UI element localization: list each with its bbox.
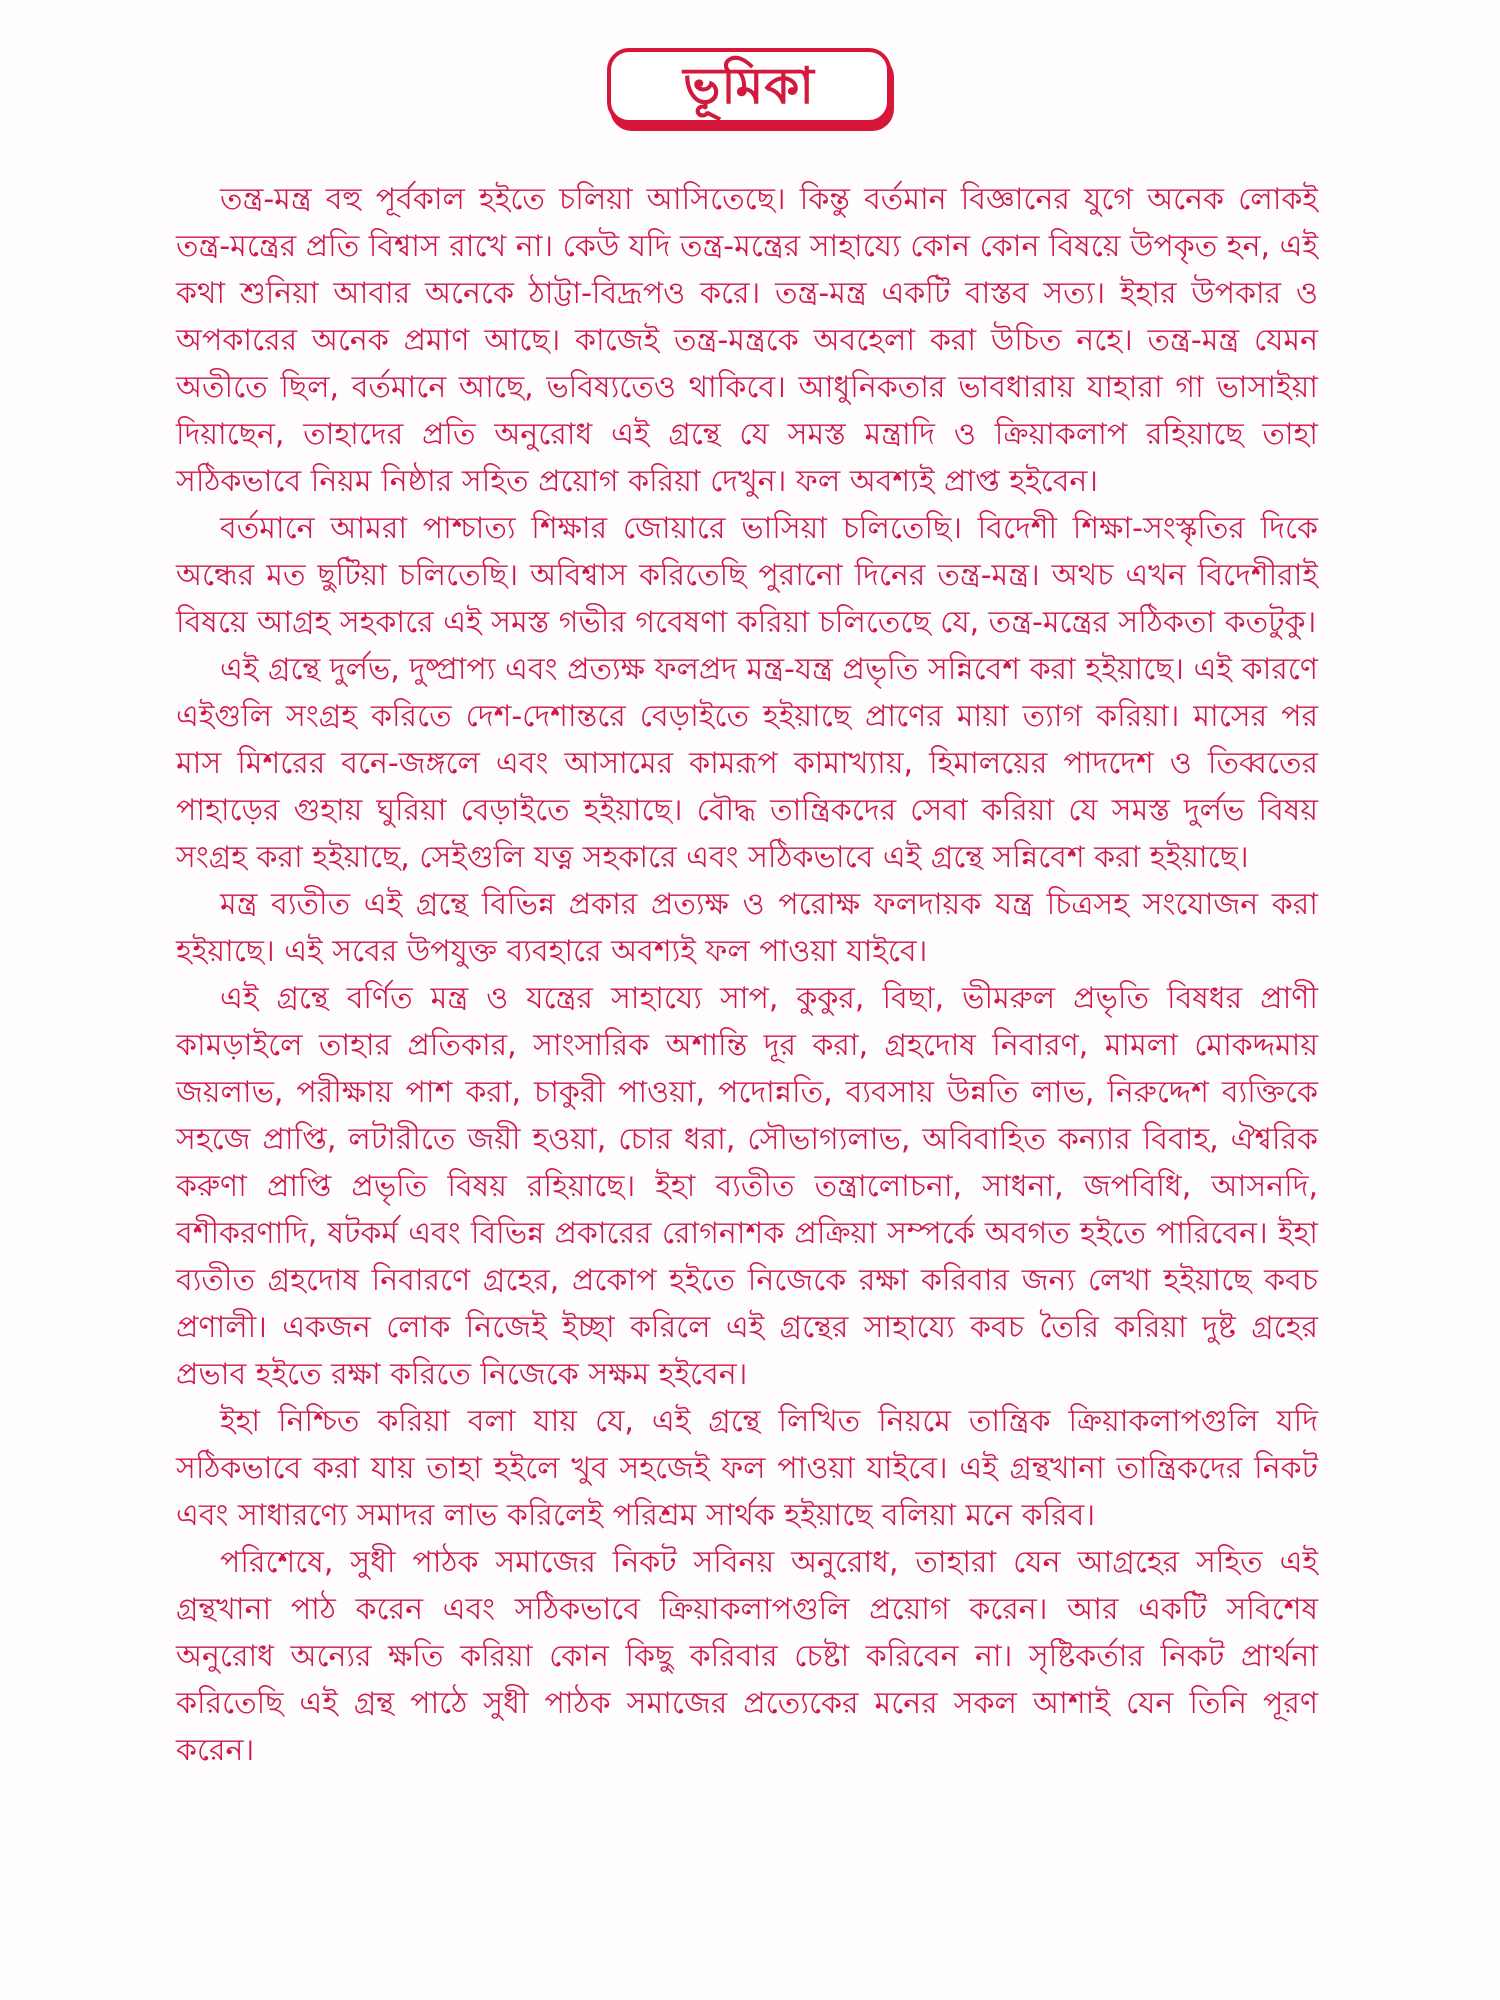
title-frame bbox=[607, 48, 891, 124]
paragraph: এই গ্রন্থে দুর্লভ, দুষ্প্রাপ্য এবং প্রত্যক্ষ ফলপ্রদ মন্ত্র-যন্ত্র প্রভৃতি সন্নিবেশ করা হইয়াছে। এই কারণে এইগুলি সংগ্রহ করিতে দেশ-দেশান্তরে বেড়াইতে হইয়াছে প্রাণের মায়া ত্যাগ করিয়া। মাসের পর মাস মিশরের বনে-জঙ্গলে এবং আসামের কামরূপ কামাখ্যায়, হিমালয়ের পাদদেশ ও তিব্বতের পাহাড়ের গুহায় ঘুরিয়া বেড়াইতে হইয়াছে। বৌদ্ধ তান্ত্রিকদের সেবা করিয়া যে সমস্ত দুর্লভ বিষয় সংগ্রহ করা হইয়াছে, সেইগুলি যত্ন সহকারে এবং সঠিকভাবে এই গ্রন্থে সন্নিবেশ করা হইয়াছে। bbox=[176, 652, 1318, 875]
page-title: ভূমিকা bbox=[683, 57, 815, 115]
preface-body bbox=[176, 176, 1318, 1774]
paragraph: বর্তমানে আমরা পাশ্চাত্য শিক্ষার জোয়ারে ভাসিয়া চলিতেছি। বিদেশী শিক্ষা-সংস্কৃতির দিকে অন্ধের মত ছুটিয়া চলিতেছি। অবিশ্বাস করিতেছি পুরানো দিনের তন্ত্র-মন্ত্র। অথচ এখন বিদেশীরাই বিষয়ে আগ্রহ সহকারে এই সমস্ত গভীর গবেষণা করিয়া চলিতেছে যে, তন্ত্র-মন্ত্রের সঠিকতা কতটুকু। bbox=[176, 511, 1318, 640]
paragraph: ইহা নিশ্চিত করিয়া বলা যায় যে, এই গ্রন্থে লিখিত নিয়মে তান্ত্রিক ক্রিয়াকলাপগুলি যদি সঠিকভাবে করা যায় তাহা হইলে খুব সহজেই ফল পাওয়া যাইবে। এই গ্রন্থখানা তান্ত্রিকদের নিকট এবং সাধারণ্যে সমাদর লাভ করিলেই পরিশ্রম সার্থক হইয়াছে বলিয়া মনে করিব। bbox=[176, 1404, 1318, 1533]
paragraph: মন্ত্র ব্যতীত এই গ্রন্থে বিভিন্ন প্রকার প্রত্যক্ষ ও পরোক্ষ ফলদায়ক যন্ত্র চিত্রসহ সংযোজন করা হইয়াছে। এই সবের উপযুক্ত ব্যবহারে অবশ্যই ফল পাওয়া যাইবে। bbox=[176, 887, 1318, 969]
paragraph: এই গ্রন্থে বর্ণিত মন্ত্র ও যন্ত্রের সাহায্যে সাপ, কুকুর, বিছা, ভীমরুল প্রভৃতি বিষধর প্রাণী কামড়াইলে তাহার প্রতিকার, সাংসারিক অশান্তি দূর করা, গ্রহদোষ নিবারণ, মামলা মোকদ্দমায় জয়লাভ, পরীক্ষায় পাশ করা, চাকুরী পাওয়া, পদোন্নতি, ব্যবসায় উন্নতি লাভ, নিরুদ্দেশ ব্যক্তিকে সহজে প্রাপ্তি, লটারীতে জয়ী হওয়া, চোর ধরা, সৌভাগ্যলাভ, অবিবাহিত কন্যার বিবাহ, ঐশ্বরিক করুণা প্রাপ্তি প্রভৃতি বিষয় রহিয়াছে। ইহা ব্যতীত তন্ত্রালোচনা, সাধনা, জপবিধি, আসনদি, বশীকরণাদি, ষটকর্ম এবং বিভিন্ন প্রকারের রোগনাশক প্রক্রিয়া সম্পর্কে অবগত হইতে পারিবেন। ইহা ব্যতীত গ্রহদোষ নিবারণে গ্রহের, প্রকোপ হইতে নিজেকে রক্ষা করিবার জন্য লেখা হইয়াছে কবচ প্রণালী। একজন লোক নিজেই ইচ্ছা করিলে এই গ্রন্থের সাহায্যে কবচ তৈরি করিয়া দুষ্ট গ্রহের প্রভাব হইতে রক্ষা করিতে নিজেকে সক্ষম হইবেন। bbox=[176, 981, 1318, 1392]
paragraph: তন্ত্র-মন্ত্র বহু পূর্বকাল হইতে চলিয়া আসিতেছে। কিন্তু বর্তমান বিজ্ঞানের যুগে অনেক লোকই তন্ত্র-মন্ত্রের প্রতি বিশ্বাস রাখে না। কেউ যদি তন্ত্র-মন্ত্রের সাহায্যে কোন কোন বিষয়ে উপকৃত হন, এই কথা শুনিয়া আবার অনেকে ঠাট্টা-বিদ্রূপও করে। তন্ত্র-মন্ত্র একটি বাস্তব সত্য। ইহার উপকার ও অপকারের অনেক প্রমাণ আছে। কাজেই তন্ত্র-মন্ত্রকে অবহেলা করা উচিত নহে। তন্ত্র-মন্ত্র যেমন অতীতে ছিল, বর্তমানে আছে, ভবিষ্যতেও থাকিবে। আধুনিকতার ভাবধারায় যাহারা গা ভাসাইয়া দিয়াছেন, তাহাদের প্রতি অনুরোধ এই গ্রন্থে যে সমস্ত মন্ত্রাদি ও ক্রিয়াকলাপ রহিয়াছে তাহা সঠিকভাবে নিয়ম নিষ্ঠার সহিত প্রয়োগ করিয়া দেখুন। ফল অবশ্যই প্রাপ্ত হইবেন। bbox=[176, 182, 1318, 499]
paragraph: পরিশেষে, সুধী পাঠক সমাজের নিকট সবিনয় অনুরোধ, তাহারা যেন আগ্রহের সহিত এই গ্রন্থখানা পাঠ করেন এবং সঠিকভাবে ক্রিয়াকলাপগুলি প্রয়োগ করেন। আর একটি সবিশেষ অনুরোধ অন্যের ক্ষতি করিয়া কোন কিছু করিবার চেষ্টা করিবেন না। সৃষ্টিকর্তার নিকট প্রার্থনা করিতেছি এই গ্রন্থ পাঠে সুধী পাঠক সমাজের প্রত্যেকের মনের সকল আশাই যেন তিনি পূরণ করেন। bbox=[176, 1545, 1318, 1768]
